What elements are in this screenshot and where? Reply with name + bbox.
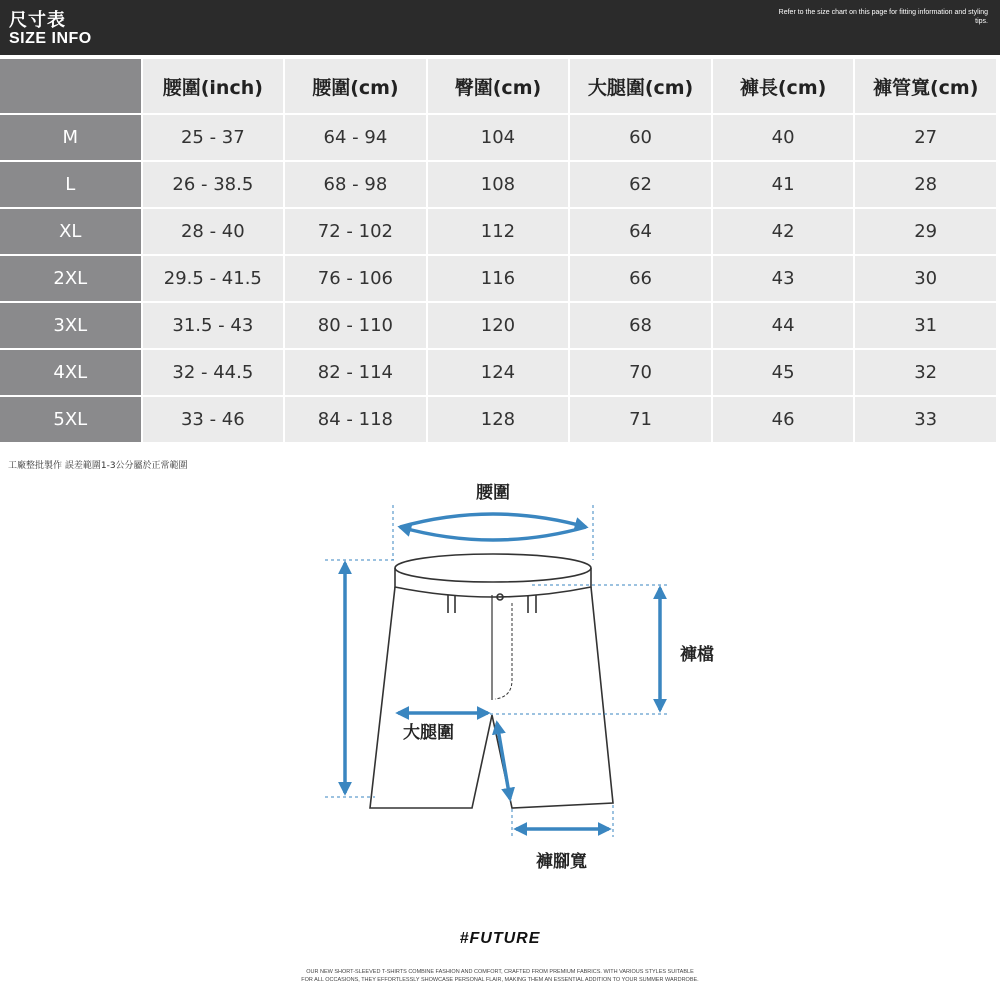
- table-cell: 82 - 114: [285, 350, 426, 395]
- size-table: [0, 57, 998, 444]
- shorts-outline: [370, 554, 613, 808]
- shorts-diagram: [300, 475, 760, 885]
- size-label: 5XL: [0, 397, 141, 442]
- table-cell: 66: [570, 256, 711, 301]
- size-label: 2XL: [0, 256, 141, 301]
- table-cell: 29: [855, 209, 996, 254]
- table-cell: 27: [855, 115, 996, 160]
- column-header: 褲長(cm): [713, 59, 854, 113]
- table-corner: [0, 59, 141, 113]
- table-cell: 33 - 46: [143, 397, 284, 442]
- table-cell: 60: [570, 115, 711, 160]
- size-label: L: [0, 162, 141, 207]
- table-cell: 116: [428, 256, 569, 301]
- table-cell: 72 - 102: [285, 209, 426, 254]
- column-header: 腰圍(inch): [143, 59, 284, 113]
- waist-label: 腰圍: [476, 483, 510, 503]
- size-label: M: [0, 115, 141, 160]
- table-row: [0, 209, 996, 254]
- table-cell: 104: [428, 115, 569, 160]
- hem-label: 褲腳寬: [536, 852, 587, 872]
- table-cell: 26 - 38.5: [143, 162, 284, 207]
- size-label: 4XL: [0, 350, 141, 395]
- size-label: XL: [0, 209, 141, 254]
- size-label: 3XL: [0, 303, 141, 348]
- page-subtitle: SIZE INFO: [9, 30, 92, 47]
- table-cell: 33: [855, 397, 996, 442]
- table-cell: 32: [855, 350, 996, 395]
- table-cell: 128: [428, 397, 569, 442]
- table-cell: 46: [713, 397, 854, 442]
- shorts-illustration: [300, 475, 760, 885]
- table-cell: 42: [713, 209, 854, 254]
- table-cell: 43: [713, 256, 854, 301]
- table-row: [0, 162, 996, 207]
- table-cell: 25 - 37: [143, 115, 284, 160]
- table-row: [0, 256, 996, 301]
- table-cell: 40: [713, 115, 854, 160]
- table-cell: 84 - 118: [285, 397, 426, 442]
- table-cell: 31: [855, 303, 996, 348]
- table-cell: 71: [570, 397, 711, 442]
- table-header-row: [0, 59, 996, 113]
- table-cell: 112: [428, 209, 569, 254]
- table-cell: 64 - 94: [285, 115, 426, 160]
- table-cell: 70: [570, 350, 711, 395]
- table-cell: 108: [428, 162, 569, 207]
- table-row: [0, 350, 996, 395]
- table-cell: 28 - 40: [143, 209, 284, 254]
- header-note: Refer to the size chart on this page for fitting information and styling tips.: [778, 9, 988, 25]
- table-cell: 68: [570, 303, 711, 348]
- table-cell: 64: [570, 209, 711, 254]
- header-bar: [0, 0, 1000, 55]
- table-cell: 120: [428, 303, 569, 348]
- table-cell: 68 - 98: [285, 162, 426, 207]
- table-row: [0, 397, 996, 442]
- waist-arrow: [400, 514, 586, 527]
- brand-logo: #FUTURE: [459, 930, 541, 947]
- column-header: 褲管寬(cm): [855, 59, 996, 113]
- table-cell: 41: [713, 162, 854, 207]
- column-header: 大腿圍(cm): [570, 59, 711, 113]
- table-cell: 32 - 44.5: [143, 350, 284, 395]
- table-cell: 44: [713, 303, 854, 348]
- table-cell: 76 - 106: [285, 256, 426, 301]
- table-row: [0, 303, 996, 348]
- table-cell: 30: [855, 256, 996, 301]
- thigh-label: 大腿圍: [403, 723, 454, 743]
- table-cell: 124: [428, 350, 569, 395]
- table-cell: 29.5 - 41.5: [143, 256, 284, 301]
- tolerance-note: 工廠整批製作 誤差範圍1-3公分屬於正常範圍: [8, 461, 188, 471]
- rise-label: 褲檔: [680, 645, 714, 665]
- table-row: [0, 115, 996, 160]
- table-cell: 28: [855, 162, 996, 207]
- table-cell: 80 - 110: [285, 303, 426, 348]
- footer-text: OUR NEW SHORT-SLEEVED T-SHIRTS COMBINE FASHION AND COMFORT, CRAFTED FROM PREMIUM FABRICS. WITH VARIOUS STYLES SUITABLE FOR ALL OCCASIONS, THEY EFFORTLESSLY SHOWCASE PERSONAL FLAIR, MAKING THEM AN ESSENTIAL ADDITION TO YOUR SUMMER WARDROBE.: [301, 969, 699, 983]
- column-header: 臀圍(cm): [428, 59, 569, 113]
- table-cell: 45: [713, 350, 854, 395]
- page-title: 尺寸表: [9, 10, 66, 31]
- column-header: 腰圍(cm): [285, 59, 426, 113]
- table-cell: 62: [570, 162, 711, 207]
- inseam-arrow: [497, 723, 510, 799]
- table-cell: 31.5 - 43: [143, 303, 284, 348]
